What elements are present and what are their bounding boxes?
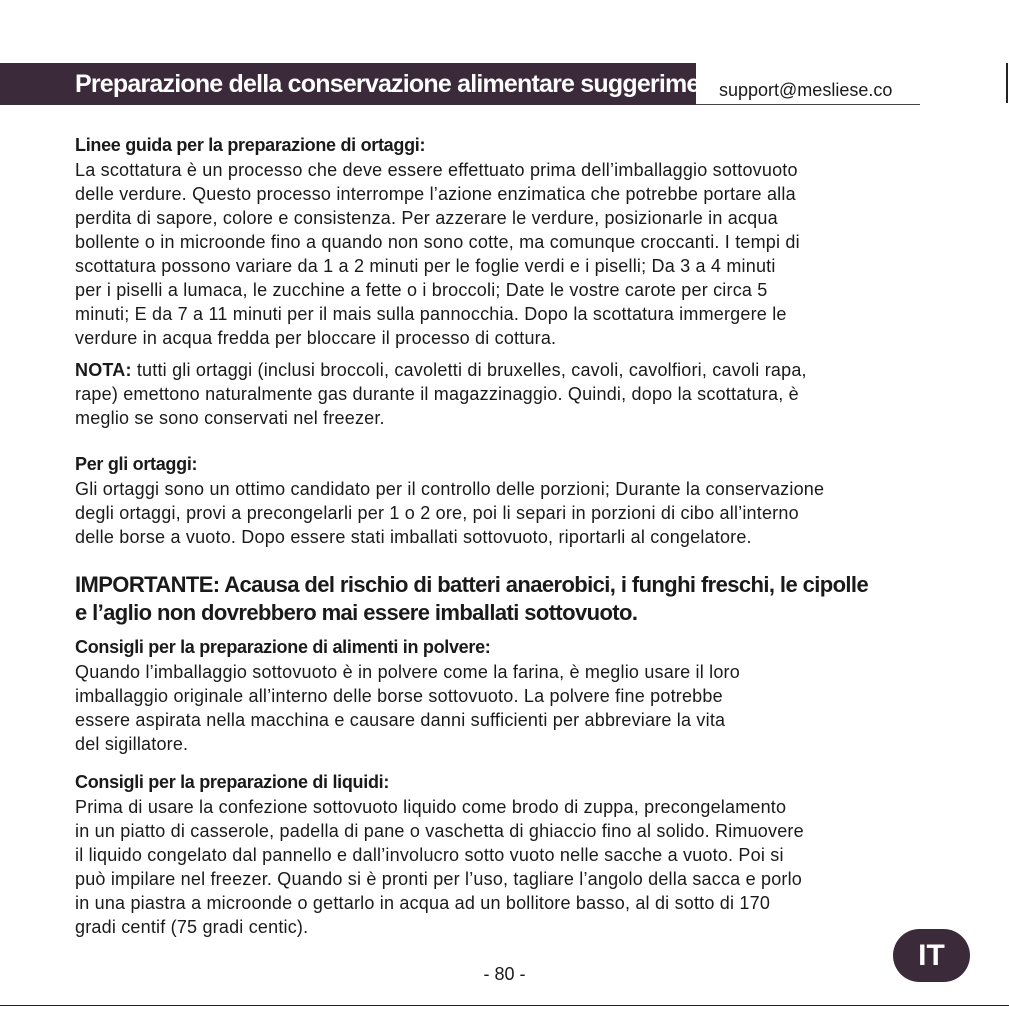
body-line: Gli ortaggi sono un ottimo candidato per il controllo delle porzioni; Durante la conservazione [75, 479, 825, 499]
body-line: del sigillatore. [75, 734, 189, 754]
body-line: delle borse a vuoto. Dopo essere stati imballati sottovuoto, riportarli al congelatore. [75, 527, 752, 547]
warning-line: e l’aglio non dovrebbero mai essere imballati sottovuoto. [75, 600, 638, 625]
body-line: essere aspirata nella macchina e causare danni sufficienti per abbreviare la vita [75, 710, 726, 730]
body-line: minuti; E da 7 a 11 minuti per il mais sulla pannocchia. Dopo la scottatura immergere le [75, 304, 787, 324]
spacer [75, 430, 965, 452]
page-edge-mark [1006, 63, 1008, 103]
spacer [75, 350, 965, 358]
page-number: - 80 - [483, 964, 526, 984]
support-email[interactable]: support@mesliese.co [719, 80, 893, 100]
spacer [75, 756, 965, 770]
body-line: per i piselli a lumaca, le zucchine a fette o i broccoli; Date le vostre carote per circa 5 [75, 280, 768, 300]
body-line: rape) emettono naturalmente gas durante il magazzinaggio. Quindi, dopo la scottatura, è [75, 384, 799, 404]
note-text: tutti gli ortaggi (inclusi broccoli, cavoletti di bruxelles, cavoli, cavolfiori, cavoli rapa, [131, 360, 807, 380]
body-line: degli ortaggi, provi a precongelarli per 1 o 2 ore, poi li separi in porzioni di cibo all’interno [75, 503, 799, 523]
body-line: delle verdure. Questo processo interrompe l’azione enzimatica che potrebbe portare alla [75, 184, 796, 204]
header-divider [696, 104, 920, 105]
vegetables-section [75, 452, 965, 549]
body-line: La scottatura è un processo che deve essere effettuato prima dell’imballaggio sottovuoto [75, 160, 798, 180]
page-title: Preparazione della conservazione alimentare suggerimento [75, 70, 736, 98]
body-line: può impilare nel freezer. Quando si è pronti per l’uso, tagliare l’angolo della sacca e porlo [75, 869, 803, 889]
bottom-divider [0, 1005, 1009, 1006]
powder-section [75, 635, 965, 756]
vegetables-guidelines-section [75, 133, 965, 350]
section-heading: Consigli per la preparazione di liquidi: [75, 772, 390, 792]
body-line: scottatura possono variare da 1 a 2 minuti per le foglie verdi e i piselli; Da 3 a 4 minuti [75, 256, 776, 276]
section-heading: Per gli ortaggi: [75, 454, 198, 474]
note-section [75, 358, 965, 430]
body-line: gradi centif (75 gradi centic). [75, 917, 309, 937]
note-first-line [75, 358, 965, 382]
section-heading: Linee guida per la preparazione di ortaggi: [75, 135, 426, 155]
language-badge: IT [893, 929, 970, 982]
body-line: Prima di usare la confezione sottovuoto liquido come brodo di zuppa, precongelamento [75, 797, 787, 817]
body-line: perdita di sapore, colore e consistenza. Per azzerare le verdure, posizionarle in acqua [75, 208, 778, 228]
warning-line: IMPORTANTE: Acausa del rischio di batteri anaerobici, i funghi freschi, le cipolle [75, 572, 869, 597]
section-heading: Consigli per la preparazione di alimenti in polvere: [75, 637, 491, 657]
note-label: NOTA: [75, 360, 132, 380]
body-line: Quando l’imballaggio sottovuoto è in polvere come la farina, è meglio usare il loro [75, 662, 740, 682]
body-line: verdure in acqua fredda per bloccare il processo di cottura. [75, 328, 557, 348]
body-line: il liquido congelato dal pannello e dall’involucro sotto vuoto nelle sacche a vuoto. Poi si [75, 845, 784, 865]
body-line: in una piastra a microonde o gettarlo in acqua ad un bollitore basso, al di sotto di 170 [75, 893, 771, 913]
body-line: bollente o in microonde fino a quando non sono cotte, ma comunque croccanti. I tempi di [75, 232, 800, 252]
spacer [75, 627, 965, 635]
document-body [75, 133, 965, 939]
body-line: in un piatto di casserole, padella di pane o vaschetta di ghiaccio fino al solido. Rimuovere [75, 821, 804, 841]
liquids-section [75, 770, 965, 939]
spacer [75, 549, 965, 571]
body-line: imballaggio originale all’interno delle borse sottovuoto. La polvere fine potrebbe [75, 686, 723, 706]
body-line: meglio se sono conservati nel freezer. [75, 408, 385, 428]
important-warning [75, 571, 965, 627]
